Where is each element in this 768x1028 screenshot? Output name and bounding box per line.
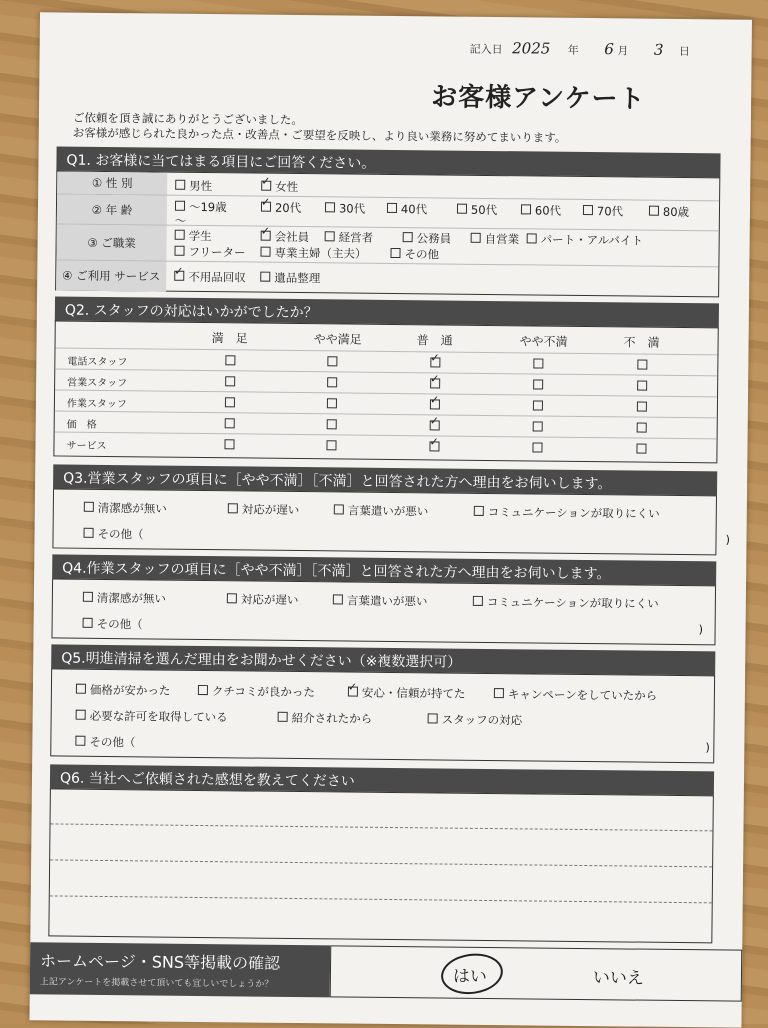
option-label: 20代 xyxy=(274,200,302,216)
option-label: 80歳 xyxy=(662,204,690,220)
q1-box xyxy=(55,170,720,297)
option-label: フリーター xyxy=(188,244,246,260)
q1-option[interactable] xyxy=(325,200,365,216)
q2-row-divider xyxy=(55,410,717,418)
q2-rating-checkbox[interactable] xyxy=(533,421,543,431)
option-label: 価格が安かった xyxy=(89,682,171,698)
q1-option[interactable] xyxy=(174,244,245,261)
checkbox[interactable] xyxy=(325,202,335,212)
q2-row-divider xyxy=(55,389,717,397)
q5-option[interactable] xyxy=(76,682,171,699)
q2-rating-checkbox[interactable] xyxy=(533,400,543,410)
checkbox[interactable] xyxy=(387,203,397,213)
q1-option[interactable] xyxy=(471,231,520,248)
q1-option[interactable] xyxy=(521,202,561,218)
q1-row xyxy=(56,259,718,297)
q2-row-divider xyxy=(55,368,717,376)
intro-line-1: ご依頼を頂き誠にありがとうございました。 xyxy=(72,110,303,128)
q4-option[interactable] xyxy=(227,591,299,608)
q5-other-option[interactable] xyxy=(75,734,135,751)
option-label: コミュニケーションが取りにくい xyxy=(487,504,660,521)
q2-row-divider xyxy=(55,431,717,439)
q1-option[interactable] xyxy=(260,245,366,262)
q6-comment-area[interactable] xyxy=(48,788,714,943)
option-label: 50代 xyxy=(470,202,498,218)
year-unit: 年 xyxy=(567,43,579,57)
page-title: お客様アンケート xyxy=(430,82,646,115)
checkbox[interactable] xyxy=(227,593,237,603)
q1-option[interactable] xyxy=(174,269,246,286)
q2-grid xyxy=(53,320,718,463)
checkbox[interactable] xyxy=(583,205,593,215)
q2-rating-checkbox[interactable] xyxy=(225,418,235,428)
option-label: 対応が遅い xyxy=(241,502,300,518)
q3-option[interactable] xyxy=(84,500,167,517)
option-label: クチコミが良かった xyxy=(211,684,316,700)
checkbox[interactable] xyxy=(471,233,481,243)
q2-row-label: サービス xyxy=(66,440,107,452)
comment-line xyxy=(50,895,712,903)
q3-option[interactable] xyxy=(334,502,429,519)
no-option[interactable]: いいえ xyxy=(592,968,645,989)
option-label: その他（ xyxy=(89,734,136,750)
q2-rating-checkbox[interactable] xyxy=(637,360,647,370)
checkbox[interactable] xyxy=(174,246,184,256)
option-label: 60代 xyxy=(534,203,562,218)
q5-option[interactable] xyxy=(278,710,373,727)
q1-option[interactable] xyxy=(527,231,643,248)
option-label: 経営者 xyxy=(338,230,374,245)
option-label: 遺品整理 xyxy=(274,270,321,286)
option-label: 清潔感が無い xyxy=(97,500,167,516)
q5-option[interactable] xyxy=(76,708,228,726)
option-label: 会社員 xyxy=(274,229,310,245)
q5-option[interactable] xyxy=(348,685,466,702)
q2-row-label: 営業スタッフ xyxy=(67,377,128,390)
q2-rating-checkbox[interactable] xyxy=(636,444,646,454)
survey-sheet xyxy=(29,12,752,1027)
checkbox[interactable] xyxy=(260,272,270,282)
checkbox[interactable] xyxy=(76,710,86,720)
q2-rating-checkbox[interactable] xyxy=(430,399,440,409)
q1-row-label: ② 年 齢 xyxy=(57,194,167,225)
q5-heading: Q5.明進清掃を選んだ理由をお聞かせください（※複数選択可） xyxy=(51,644,715,677)
checkbox[interactable] xyxy=(75,736,85,746)
q4-box xyxy=(51,578,716,645)
option-label: コミュニケーションが取りにくい xyxy=(486,594,659,611)
checkbox[interactable] xyxy=(473,596,483,606)
checkbox[interactable] xyxy=(403,232,413,242)
q2-column-header: 不 満 xyxy=(623,335,660,350)
day-value: 3 xyxy=(653,40,664,59)
q4-option[interactable] xyxy=(83,590,166,607)
q3-box xyxy=(52,488,731,555)
q1-option[interactable] xyxy=(261,200,301,216)
option-label: その他（ xyxy=(96,616,143,632)
option-label: 言葉遣いが悪い xyxy=(347,503,429,519)
q1-option[interactable] xyxy=(390,246,439,263)
q2-rating-checkbox[interactable] xyxy=(326,440,336,450)
checkbox[interactable] xyxy=(527,233,537,243)
q5-option[interactable] xyxy=(428,711,523,728)
publish-consent-question: 上記アンケートを掲載させて頂いても宜しいでしょうか？ xyxy=(39,977,274,990)
q2-rating-checkbox[interactable] xyxy=(225,397,235,407)
option-label: 必要な許可を取得している xyxy=(89,708,228,725)
checkbox[interactable] xyxy=(261,202,271,212)
q4-option[interactable] xyxy=(473,594,659,612)
q1-option[interactable] xyxy=(175,178,212,194)
month-value: 6 xyxy=(604,40,614,59)
checkbox[interactable] xyxy=(76,684,86,694)
intro-text xyxy=(73,111,567,146)
option-label: 対応が遅い xyxy=(240,592,299,608)
checkbox[interactable] xyxy=(261,231,271,241)
checkbox[interactable] xyxy=(260,247,270,257)
q1-heading: Q1. お客様に当てはまる項目にご回答ください。 xyxy=(56,146,720,179)
q1-row-label: ① 性 別 xyxy=(57,171,167,194)
q1-option[interactable] xyxy=(387,201,427,217)
checkbox[interactable] xyxy=(84,502,94,512)
q2-rating-checkbox[interactable] xyxy=(225,355,235,365)
checkbox[interactable] xyxy=(175,230,185,240)
q3-option[interactable] xyxy=(474,504,660,522)
q2-rating-checkbox[interactable] xyxy=(533,379,543,389)
yes-option[interactable]: はい xyxy=(452,966,488,988)
q1-option[interactable] xyxy=(583,203,623,219)
checkbox[interactable] xyxy=(334,504,344,514)
publish-consent-banner xyxy=(30,942,331,997)
checkbox[interactable] xyxy=(325,231,335,241)
q1-option[interactable] xyxy=(261,179,298,195)
checkbox[interactable] xyxy=(175,201,185,211)
q2-column-header: 満 足 xyxy=(211,331,248,346)
checkbox[interactable] xyxy=(83,592,93,602)
year-value: 2025 xyxy=(512,39,551,58)
checkbox[interactable] xyxy=(474,506,484,516)
month-unit: 月 xyxy=(617,44,629,58)
q2-rating-checkbox[interactable] xyxy=(637,381,647,391)
q2-rating-checkbox[interactable] xyxy=(224,439,234,449)
q5-box xyxy=(50,668,715,763)
q4-option[interactable] xyxy=(333,592,428,609)
q1-option[interactable] xyxy=(260,270,320,287)
q2-rating-checkbox[interactable] xyxy=(430,420,440,430)
option-label: 男性 xyxy=(189,178,213,194)
q1-option[interactable] xyxy=(403,230,452,247)
checkbox[interactable] xyxy=(198,685,208,695)
date-label: 記入日 xyxy=(469,42,503,57)
q2-rating-checkbox[interactable] xyxy=(637,402,647,412)
q3-heading: Q3.営業スタッフの項目に［やや不満］［不満］と回答された方へ理由をお伺いします。 xyxy=(53,464,717,497)
publish-consent-heading: ホームページ・SNS等掲載の確認 xyxy=(39,951,281,973)
comment-line xyxy=(50,859,712,867)
q4-heading: Q4.作業スタッフの項目に［やや不満］［不満］と回答された方へ理由をお伺いします。 xyxy=(52,554,716,587)
checkbox[interactable] xyxy=(521,204,531,214)
option-label: キャンペーンをしていたから xyxy=(507,687,658,703)
date-field xyxy=(470,39,690,59)
q1-row-label: ④ ご利用 サービス xyxy=(56,260,166,291)
q2-rating-checkbox[interactable] xyxy=(327,356,337,366)
option-label: 自営業 xyxy=(484,231,520,247)
option-label: 清潔感が無い xyxy=(96,590,166,606)
checkbox[interactable] xyxy=(174,271,184,281)
option-label: 40代 xyxy=(400,202,428,217)
q3-other-option[interactable] xyxy=(83,526,143,543)
q2-rating-checkbox[interactable] xyxy=(533,358,543,368)
q1-row-label: ③ ご職業 xyxy=(56,224,166,261)
q2-rating-checkbox[interactable] xyxy=(327,419,337,429)
q2-row-divider xyxy=(55,347,717,355)
q2-rating-checkbox[interactable] xyxy=(225,376,235,386)
q1-option[interactable] xyxy=(649,204,689,220)
option-label: 公務員 xyxy=(416,231,452,246)
option-label: 紹介されたから xyxy=(291,710,373,726)
checkbox[interactable] xyxy=(428,713,438,723)
q2-row-label: 電話スタッフ xyxy=(67,356,128,369)
q2-rating-checkbox[interactable] xyxy=(430,378,440,388)
q2-column-header: 普 通 xyxy=(416,333,453,348)
q1-option[interactable] xyxy=(457,202,497,218)
q2-rating-checkbox[interactable] xyxy=(637,423,647,433)
checkbox[interactable] xyxy=(390,248,400,258)
q2-column-header: やや満足 xyxy=(313,332,362,347)
checkbox[interactable] xyxy=(84,528,94,538)
q1-option[interactable] xyxy=(175,228,212,244)
day-unit: 日 xyxy=(678,44,690,59)
q1-option[interactable] xyxy=(261,229,310,246)
q1-option[interactable] xyxy=(325,229,374,246)
q3-other-close: ) xyxy=(725,532,731,547)
option-label: その他 xyxy=(404,247,440,262)
option-label: 学生 xyxy=(188,228,212,244)
option-label: その他（ xyxy=(97,526,144,542)
option-label: 安心・信頼が持てた xyxy=(361,685,466,701)
q2-rating-checkbox[interactable] xyxy=(430,357,440,367)
q2-heading: Q2. スタッフの対応はいかがでしたか？ xyxy=(55,296,719,329)
option-label: スタッフの対応 xyxy=(441,712,523,728)
checkbox[interactable] xyxy=(278,712,288,722)
q1-extra: ～ xyxy=(174,213,187,228)
q4-other-close: ) xyxy=(698,622,704,637)
q2-rating-checkbox[interactable] xyxy=(327,377,337,387)
q2-rating-checkbox[interactable] xyxy=(429,441,439,451)
checkbox[interactable] xyxy=(175,180,185,190)
checkbox[interactable] xyxy=(348,687,358,697)
q5-other-close: ) xyxy=(705,740,710,755)
checkbox[interactable] xyxy=(261,181,271,191)
q2-column-header: やや不満 xyxy=(519,334,568,349)
intro-line-2: お客様が感じられた良かった点・改善点・ご要望を反映し、より良い業務に努めてまいります。 xyxy=(72,125,567,145)
option-label: 30代 xyxy=(338,201,366,216)
publish-consent-answer xyxy=(330,945,743,1001)
option-label: ～19歳 xyxy=(188,199,227,215)
checkbox[interactable] xyxy=(333,594,343,604)
option-label: 言葉遣いが悪い xyxy=(346,593,428,609)
q6-heading: Q6. 当社へご依頼された感想を教えてください xyxy=(50,764,714,797)
checkbox[interactable] xyxy=(457,204,467,214)
checkbox[interactable] xyxy=(649,206,659,216)
q2-row-label: 価 格 xyxy=(66,419,97,431)
option-label: 70代 xyxy=(596,204,624,219)
q5-option[interactable] xyxy=(198,683,315,700)
option-label: パート・アルバイト xyxy=(540,232,643,248)
checkbox[interactable] xyxy=(83,618,93,628)
comment-line xyxy=(51,823,713,831)
option-label: 専業主婦（主夫） xyxy=(274,245,367,261)
option-label: 女性 xyxy=(275,179,299,194)
q3-option[interactable] xyxy=(228,501,300,518)
q2-row-label: 作業スタッフ xyxy=(66,398,127,411)
checkbox[interactable] xyxy=(228,503,238,513)
option-label: 不用品回収 xyxy=(188,269,246,285)
checkbox[interactable] xyxy=(494,688,504,698)
q2-rating-checkbox[interactable] xyxy=(327,398,337,408)
q5-option[interactable] xyxy=(494,686,657,704)
q4-other-option[interactable] xyxy=(83,616,143,633)
q2-rating-checkbox[interactable] xyxy=(532,442,542,452)
